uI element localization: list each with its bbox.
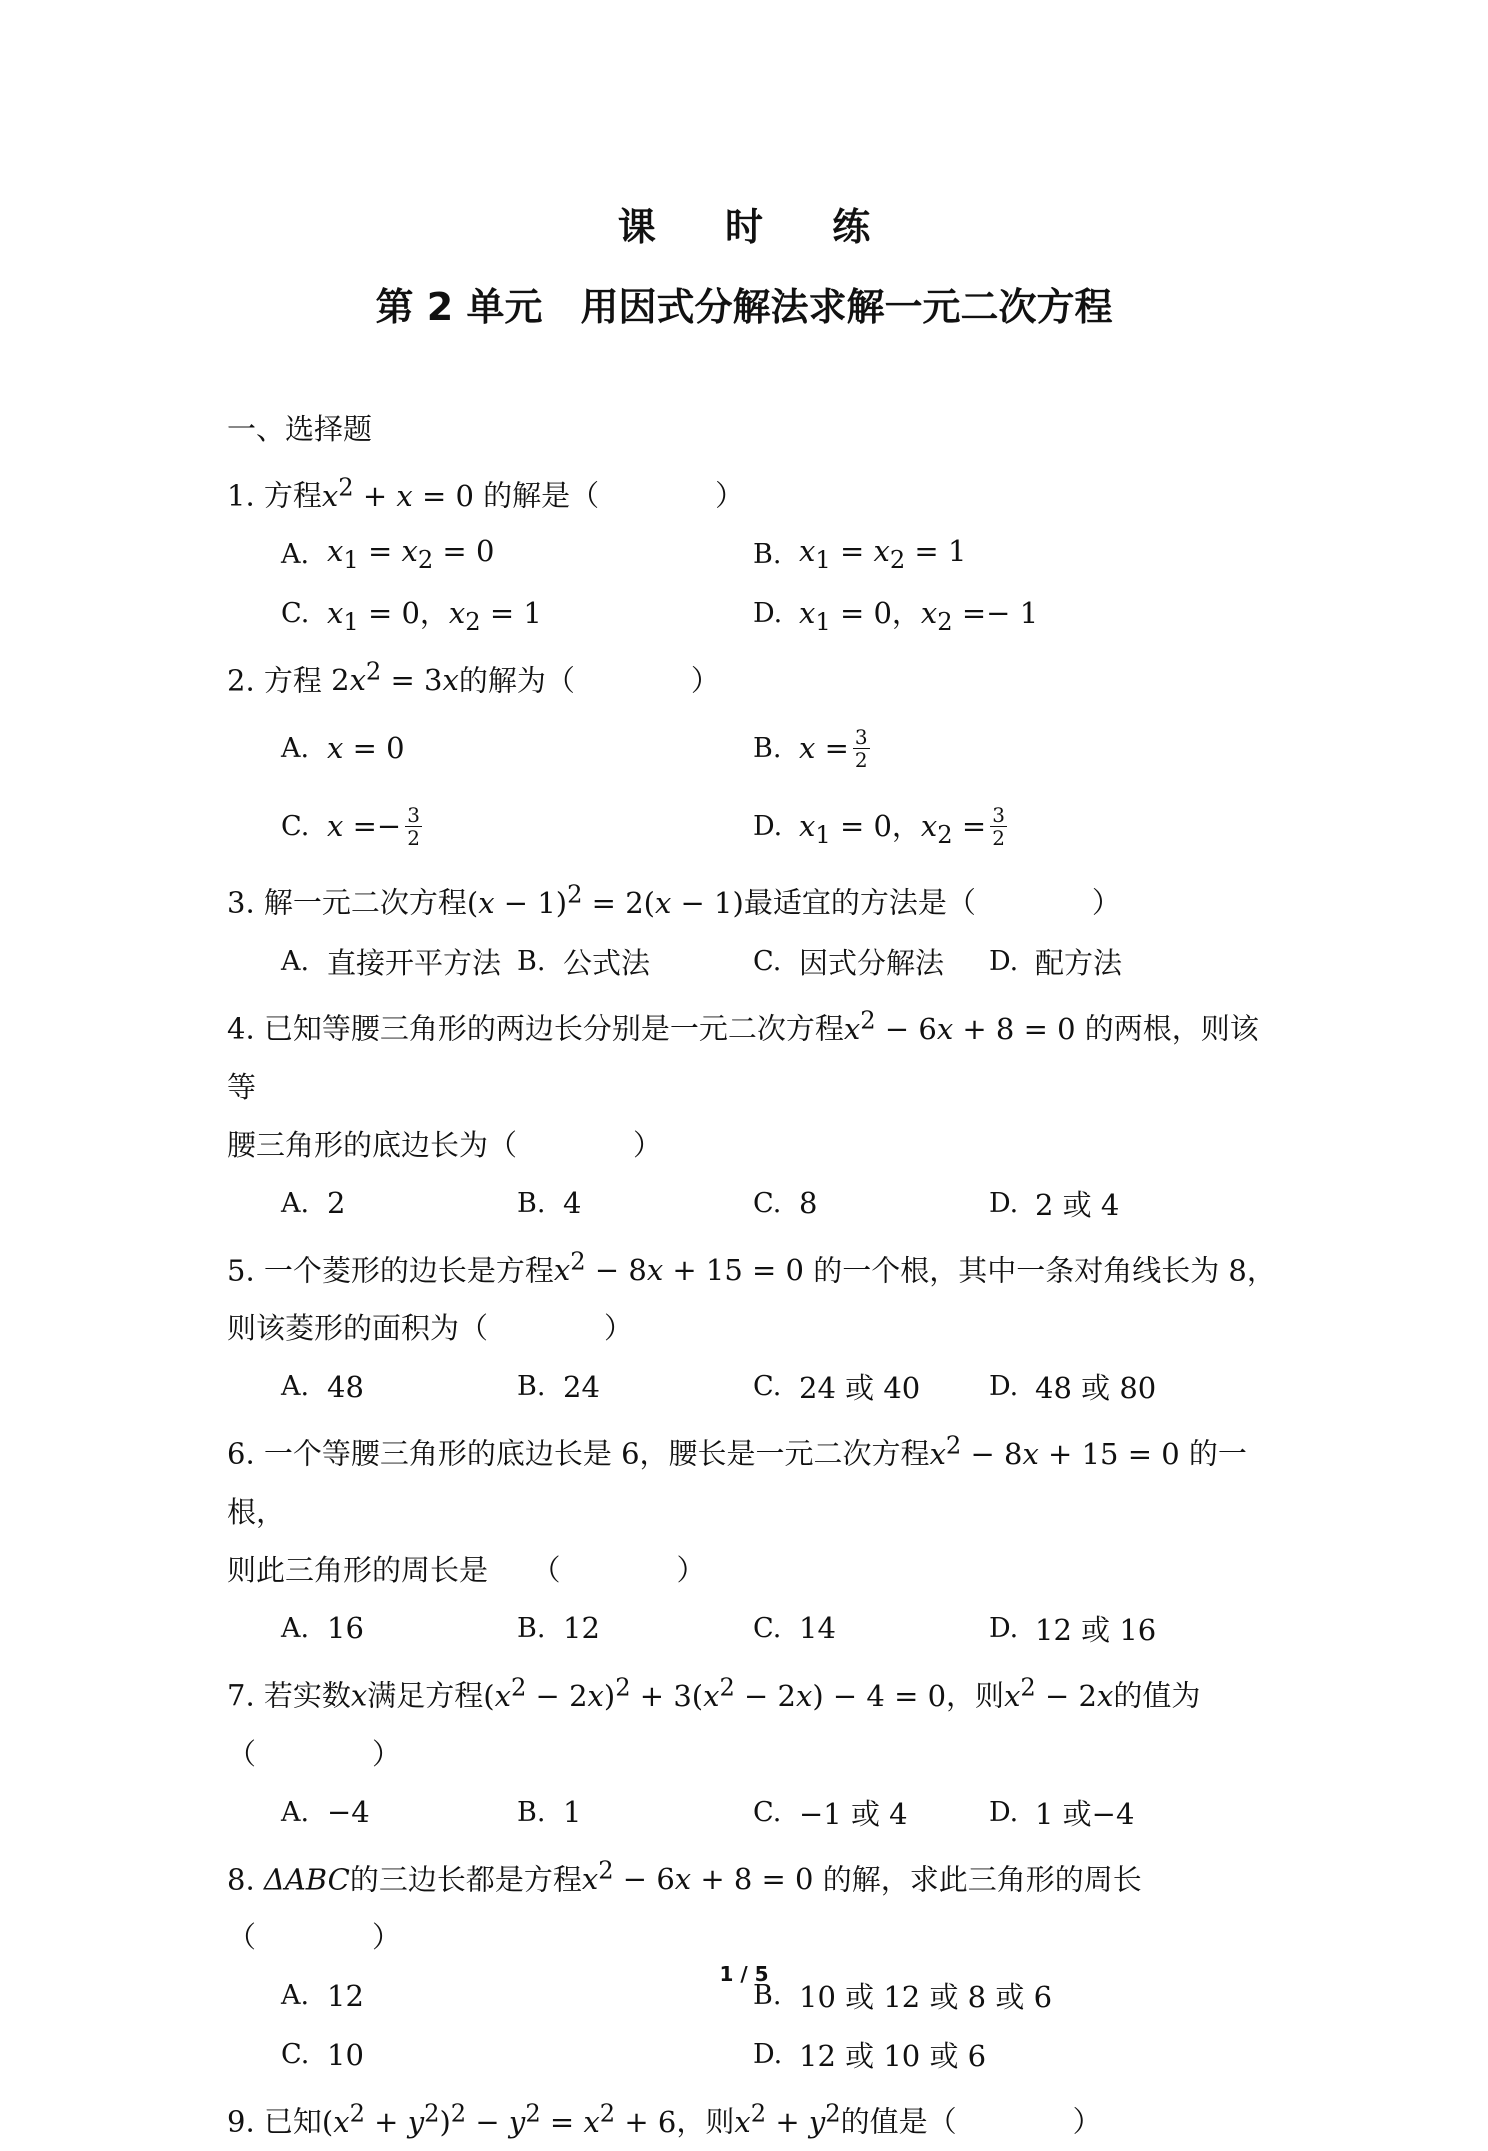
option-b[interactable]: B. x = $\frac{3}{2}$ [753, 724, 868, 772]
question-list [227, 400, 1287, 2151]
question-3 [227, 865, 1287, 932]
options [227, 1599, 1287, 1658]
question-text: 5. 一个菱形的边长是方程 [227, 1253, 554, 1288]
option-a[interactable]: A. 2 [281, 1186, 346, 1221]
fraction: $\frac{3}{2}$ [992, 802, 1005, 850]
option-c[interactable]: C. 24 或 40 [753, 1371, 921, 1406]
question-text: 9. 已知 [227, 2104, 322, 2139]
option-a[interactable]: A. x = 0 [281, 731, 405, 766]
options [227, 1783, 1287, 1842]
options [227, 525, 1287, 643]
question-2 [227, 643, 1287, 710]
equation: $(x^2 - 2x)^2 + 3(x^2 - 2x) - 4 = 0$ [483, 1672, 947, 1713]
option-d[interactable]: D. 48 或 80 [989, 1371, 1157, 1406]
question-9: 9. 已知$(x^2 + y^2)^2 - y^2 = x^2 + 6$，则$x^2 + y^2$的值是（ ） [227, 2099, 1102, 2139]
option-c[interactable]: C. $x_1 = 0$，$x_2 = 1$ [281, 595, 542, 636]
question-text: 7. 若实数 [227, 1678, 351, 1713]
option-c[interactable]: C. 因式分解法 [753, 945, 945, 980]
option-a[interactable]: A. 12 [281, 1978, 364, 2013]
option-c[interactable]: C. 10 [281, 2037, 364, 2072]
question-text: 的两根，则该等 [227, 1011, 1259, 1104]
page-number: 1 / 5 [719, 1962, 769, 1986]
question-text: 2. 方程 [227, 663, 332, 698]
options [227, 1174, 1287, 1233]
equation: $x^2 - 8x + 15 = 0$ [553, 1247, 804, 1288]
option-b[interactable]: B. 1 [517, 1795, 582, 1830]
option-b[interactable]: B. 4 [517, 1186, 582, 1221]
page-title: 课 时 练 [617, 205, 899, 249]
question-8: 8. ΔABC的三边长都是方程$x^2 - 6x + 8 = 0$ 的解，求此三角形的周长（ ） [227, 1856, 1142, 1955]
question-text: 则此三角形的周长是 （ ） [227, 1552, 706, 1587]
option-d[interactable]: D. $x_1 = 0$，$x_2$ = $\frac{3}{2}$ [753, 802, 1005, 850]
option-b[interactable]: B. $x_1 = x_2 = 1$ [753, 534, 967, 575]
question-text: 1. 方程 [227, 478, 322, 513]
question-text: 4. 已知等腰三角形的两边长分别是一元二次方程 [227, 1011, 844, 1046]
option-b[interactable]: B. 24 [517, 1369, 600, 1404]
question-text: （ ） [227, 1736, 402, 1771]
question-text: 3. 解一元二次方程 [227, 885, 467, 920]
option-b[interactable]: B. 公式法 [517, 945, 651, 980]
equation: $2x^2 = 3x$ [331, 657, 459, 698]
option-d[interactable]: D. 1 或−4 [989, 1796, 1135, 1831]
question-text: 腰三角形的底边长为（ ） [227, 1127, 663, 1162]
equation: $x^2 - 8x + 15 = 0$ [929, 1431, 1180, 1471]
option-d[interactable]: D. 配方法 [989, 945, 1123, 980]
equation: $(x^2 + y^2)^2 - y^2 = x^2 + 6$ [321, 2099, 677, 2139]
options [227, 1357, 1287, 1416]
question-text: 的一个根，其中一条对角线长为 8， [804, 1253, 1276, 1288]
question-text: 最适宜的方法是（ ） [743, 885, 1121, 920]
section-heading: 一、选择题 [227, 412, 373, 446]
equation: $(x - 1)^2 = 2(x - 1)$ [466, 880, 744, 920]
option-b[interactable]: B. 12 [517, 1611, 600, 1646]
option-d[interactable]: D. $x_1 = 0$，$x_2 =- 1$ [753, 595, 1039, 636]
option-c[interactable]: C. 8 [753, 1186, 818, 1221]
question-1 [227, 458, 1287, 525]
option-c[interactable]: C. 14 [753, 1611, 836, 1646]
options [227, 709, 1287, 865]
question-text: 的解为（ ） [458, 663, 720, 698]
question-text: 6. 一个等腰三角形的底边长是 6，腰长是一元二次方程 [227, 1436, 930, 1471]
option-d[interactable]: D. 2 或 4 [989, 1187, 1120, 1222]
options [227, 932, 1287, 991]
option-d[interactable]: D. 12 或 16 [989, 1612, 1157, 1647]
option-a[interactable]: A. 直接开平方法 [281, 945, 502, 980]
fraction: $\frac{3}{2}$ [407, 802, 420, 850]
option-c[interactable]: C. x =− $\frac{3}{2}$ [281, 802, 420, 850]
option-a[interactable]: A. 48 [281, 1369, 364, 1404]
question-text: 的解是（ ） [473, 478, 745, 513]
fraction: $\frac{3}{2}$ [854, 724, 868, 772]
question-text: 8. [227, 1862, 264, 1897]
option-c[interactable]: C. −1 或 4 [753, 1796, 908, 1831]
equation: $x^2 - 6x + 8 = 0$ [581, 1856, 814, 1897]
question-text: 的一根， [227, 1436, 1247, 1529]
question-5 [227, 1233, 1287, 1358]
option-a[interactable]: A. $x_1 = x_2 = 0$ [281, 534, 495, 575]
question-4 [227, 991, 1287, 1174]
page-subtitle: 第 2 单元 用因式分解法求解一元二次方程 [375, 285, 1113, 329]
option-a[interactable]: A. −4 [281, 1795, 370, 1830]
option-b[interactable]: B. 10 或 12 或 8 或 6 [753, 1980, 1053, 2015]
question-text: 则该菱形的面积为（ ） [227, 1311, 634, 1346]
equation: $x^2 - 6x + 8 = 0$ [843, 1005, 1076, 1046]
option-d[interactable]: D. 12 或 10 或 6 [753, 2039, 987, 2074]
option-a[interactable]: A. 16 [281, 1611, 364, 1646]
equation: $x^2 + x = 0$ [321, 473, 474, 513]
question-6 [227, 1416, 1287, 1599]
question-7: 7. 若实数x满足方程$(x^2 - 2x)^2 + 3(x^2 - 2x) - 4 = 0$，则$x^2 - 2x$的值为 （ ） [227, 1658, 1287, 1783]
